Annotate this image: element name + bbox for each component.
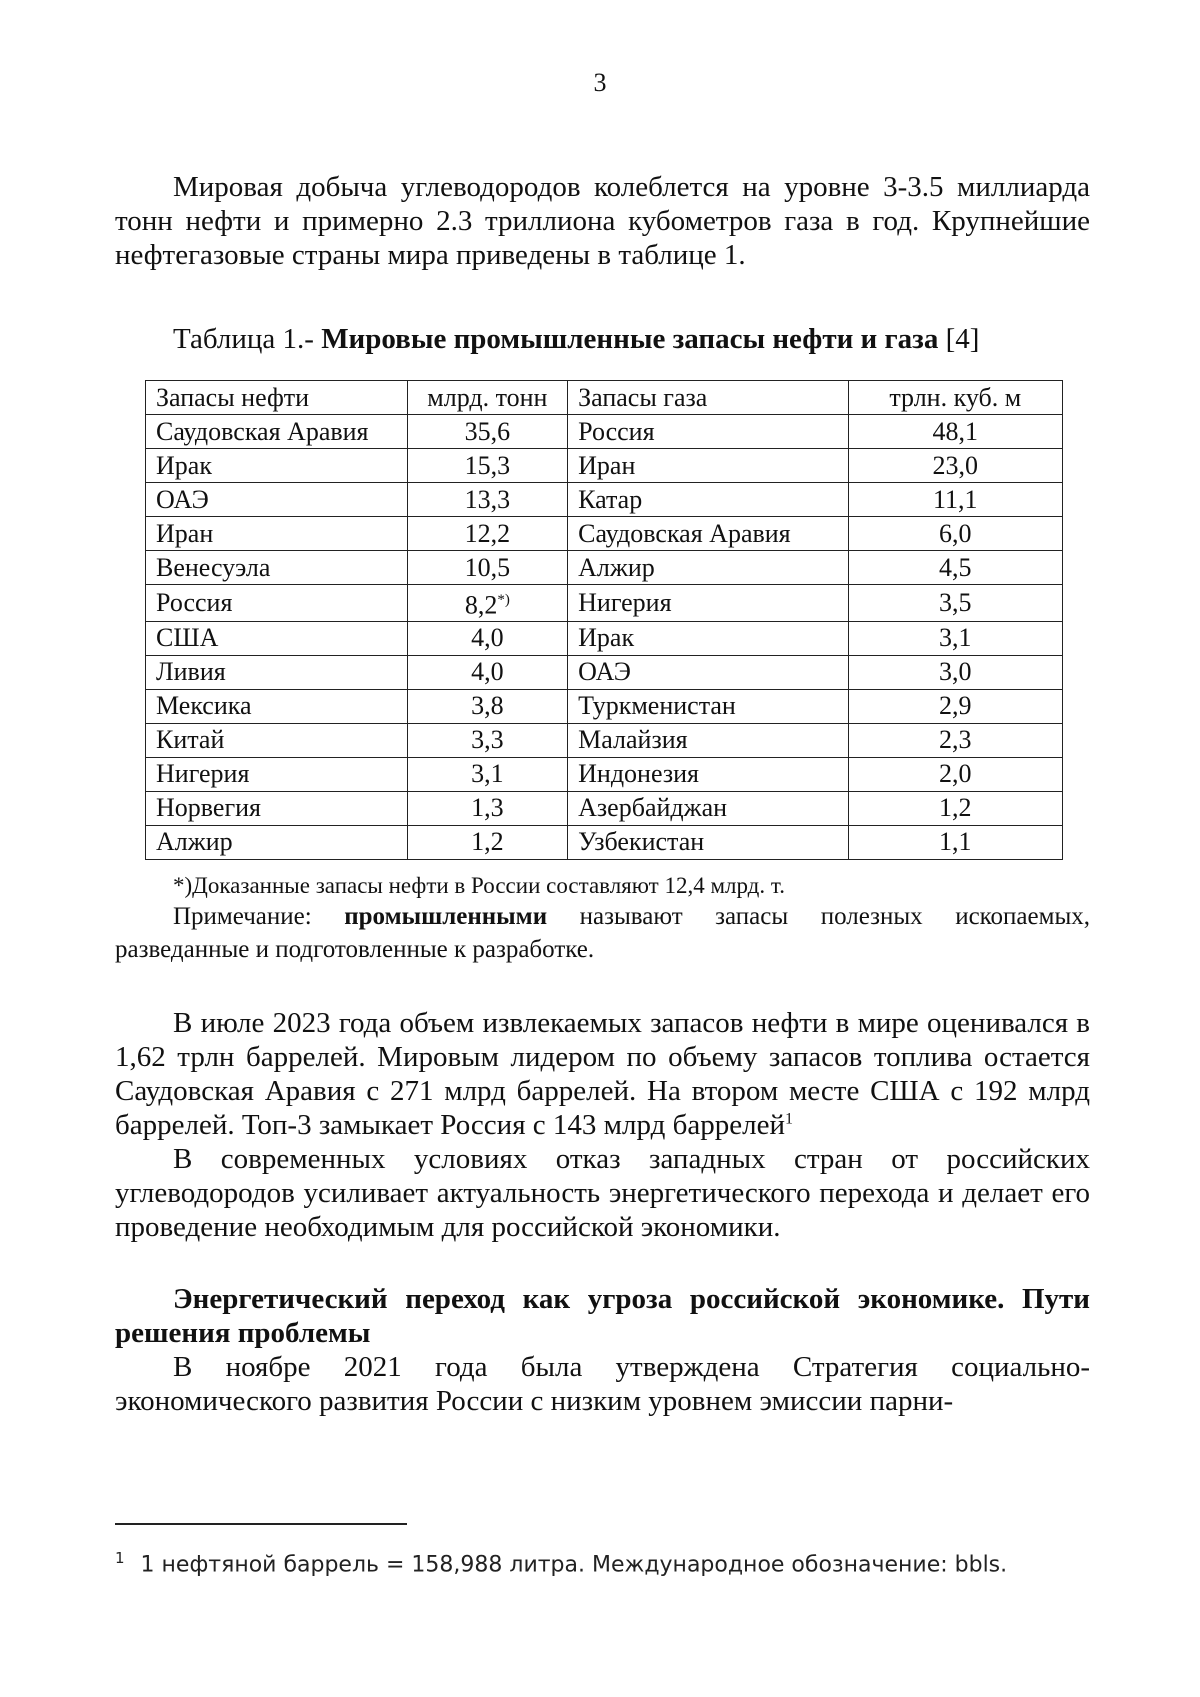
- table-row: [146, 689, 1063, 723]
- gas-country-cell: [568, 585, 848, 622]
- page-number: 3: [593, 68, 607, 97]
- gas-value-cell: [848, 825, 1062, 859]
- oil-value-cell-text: 13,3: [464, 484, 511, 514]
- table-row: [146, 585, 1063, 622]
- oil-value-cell-text: 12,2: [464, 518, 511, 548]
- gas-country-cell-text: Россия: [578, 416, 655, 446]
- gas-country-cell: [568, 449, 848, 483]
- oil-value-cell: [407, 825, 567, 859]
- header-oil-reserves: Запасы нефти: [146, 381, 408, 415]
- gas-country-cell-text: Алжир: [578, 552, 655, 582]
- table-row: [146, 723, 1063, 757]
- intro-section: [115, 170, 1090, 272]
- gas-country-cell: [568, 689, 848, 723]
- oil-value-cell-text: 35,6: [464, 416, 511, 446]
- oil-country-cell: [146, 689, 408, 723]
- gas-value-cell: [848, 689, 1062, 723]
- main-body: [115, 1006, 1090, 1418]
- gas-country-cell-text: Иран: [578, 450, 636, 480]
- header-gas-reserves: Запасы газа: [568, 381, 848, 415]
- oil-value-cell-text: 4,0: [471, 623, 504, 653]
- oil-country-cell: [146, 415, 408, 449]
- oil-country-cell-text: Алжир: [156, 827, 233, 857]
- gas-value-cell: [848, 757, 1062, 791]
- oil-country-cell: [146, 483, 408, 517]
- gas-value-cell: [848, 621, 1062, 655]
- header-oil-unit: млрд. тонн: [407, 381, 567, 415]
- oil-value-cell: [407, 415, 567, 449]
- gas-country-cell-text: Туркменистан: [578, 691, 736, 721]
- oil-value-cell-text: 3,8: [471, 691, 504, 721]
- oil-country-cell-text: Саудовская Аравия: [156, 416, 369, 446]
- table-row: [146, 621, 1063, 655]
- oil-country-cell: [146, 655, 408, 689]
- gas-country-cell-text: Узбекистан: [578, 827, 705, 857]
- oil-value-cell: [407, 483, 567, 517]
- table-footnote: *)Доказанные запасы нефти в России составляют 12,4 млрд. т.: [173, 873, 785, 898]
- oil-country-cell: [146, 825, 408, 859]
- gas-value-cell-text: 1,2: [939, 793, 972, 823]
- gas-value-cell-text: 6,0: [939, 518, 972, 548]
- gas-value-cell: [848, 655, 1062, 689]
- gas-country-cell: [568, 655, 848, 689]
- table-row: [146, 415, 1063, 449]
- page-footnote: [115, 1543, 1007, 1580]
- gas-value-cell-text: 2,0: [939, 759, 972, 789]
- table-row: [146, 517, 1063, 551]
- oil-value-cell: [407, 723, 567, 757]
- intro-paragraph: Мировая добыча углеводородов колеблется на уровне 3-3.5 миллиарда тонн нефти и примерно 2.3 триллиона кубометров газа в год. Крупнейшие нефтегазовые страны мира приведены в таблице 1.: [115, 171, 1090, 271]
- oil-country-cell: [146, 517, 408, 551]
- note-bold-term: промышленными: [344, 903, 548, 930]
- gas-country-cell-text: Катар: [578, 484, 643, 514]
- oil-country-cell: [146, 621, 408, 655]
- oil-country-cell-text: Китай: [156, 725, 225, 755]
- table-header-row: [146, 381, 1063, 415]
- table-row: [146, 655, 1063, 689]
- gas-value-cell-text: 3,0: [939, 657, 972, 687]
- oil-country-cell: [146, 551, 408, 585]
- oil-country-cell: [146, 449, 408, 483]
- footnote-ref: 1: [784, 1110, 793, 1128]
- paragraph-july-text: В июле 2023 года объем извлекаемых запасов нефти в мире оценивался в 1,62 трлн баррелей. Мировым лидером по объему запасов топлива остается Саудовская Аравия с 271 млрд баррелей. На втором месте США с 192 млрд баррелей. Топ-3 замыкает Россия с 143 млрд баррелей: [115, 1007, 1090, 1141]
- oil-value-cell-text: 15,3: [464, 450, 511, 480]
- table-row: [146, 791, 1063, 825]
- gas-value-cell-text: 4,5: [939, 552, 972, 582]
- oil-country-cell-text: Ирак: [156, 450, 212, 480]
- oil-value-footnote-mark: *): [497, 592, 510, 608]
- oil-value-cell-text: 3,3: [471, 725, 504, 755]
- gas-country-cell-text: Нигерия: [578, 587, 672, 617]
- gas-value-cell: [848, 483, 1062, 517]
- oil-value-cell-text: 3,1: [471, 759, 504, 789]
- reserves-table: [145, 380, 1063, 860]
- footnote-divider: [115, 1523, 407, 1525]
- gas-value-cell: [848, 415, 1062, 449]
- gas-value-cell-text: 11,1: [933, 484, 978, 514]
- oil-value-cell: [407, 517, 567, 551]
- oil-country-cell-text: ОАЭ: [156, 484, 209, 514]
- oil-country-cell-text: Норвегия: [156, 793, 261, 823]
- gas-country-cell: [568, 415, 848, 449]
- oil-country-cell-text: Иран: [156, 518, 214, 548]
- oil-country-cell-text: Нигерия: [156, 759, 250, 789]
- table-row: [146, 551, 1063, 585]
- oil-value-cell-text: 10,5: [464, 552, 511, 582]
- note-prefix: Примечание:: [173, 903, 345, 930]
- gas-value-cell-text: 3,1: [939, 623, 972, 653]
- section-heading: Энергетический переход как угроза российской экономике. Пути решения проблемы: [115, 1283, 1090, 1349]
- gas-value-cell: [848, 585, 1062, 622]
- gas-country-cell-text: Ирак: [578, 623, 635, 653]
- gas-country-cell: [568, 723, 848, 757]
- table-caption-title: Мировые промышленные запасы нефти и газа: [321, 323, 939, 355]
- gas-value-cell-text: 48,1: [932, 416, 979, 446]
- page-footnote-text: 1 нефтяной баррель = 158,988 литра. Международное обозначение: bbls.: [140, 1552, 1008, 1578]
- gas-value-cell: [848, 791, 1062, 825]
- table-caption-ref: [4]: [938, 323, 980, 355]
- oil-value-cell-text: 1,3: [471, 793, 504, 823]
- gas-country-cell: [568, 621, 848, 655]
- table-row: [146, 449, 1063, 483]
- page-footnote-mark: 1: [115, 1549, 125, 1567]
- gas-country-cell-text: Малайзия: [578, 725, 688, 755]
- oil-value-cell: [407, 621, 567, 655]
- gas-country-cell-text: Индонезия: [578, 759, 699, 789]
- oil-country-cell-text: Венесуэла: [156, 552, 271, 582]
- gas-value-cell-text: 2,3: [939, 725, 972, 755]
- gas-value-cell-text: 3,5: [939, 587, 972, 617]
- gas-country-cell-text: Саудовская Аравия: [578, 518, 791, 548]
- gas-value-cell: [848, 551, 1062, 585]
- oil-value-cell: [407, 689, 567, 723]
- table-row: [146, 483, 1063, 517]
- oil-country-cell-text: Ливия: [156, 657, 226, 687]
- oil-value-cell-text: 8,2: [464, 590, 498, 620]
- oil-country-cell: [146, 791, 408, 825]
- table-caption-prefix: Таблица 1.-: [173, 323, 322, 355]
- gas-value-cell-text: 23,0: [932, 450, 979, 480]
- gas-country-cell: [568, 517, 848, 551]
- gas-country-cell: [568, 483, 848, 517]
- gas-value-cell: [848, 517, 1062, 551]
- gas-country-cell-text: ОАЭ: [578, 657, 631, 687]
- table-caption: [173, 322, 979, 356]
- gas-country-cell: [568, 825, 848, 859]
- paragraph-july-2023: [115, 1006, 1090, 1142]
- table-row: [146, 825, 1063, 859]
- gas-value-cell: [848, 723, 1062, 757]
- oil-value-cell: [407, 449, 567, 483]
- oil-country-cell: [146, 585, 408, 622]
- gas-country-cell: [568, 757, 848, 791]
- gas-country-cell: [568, 791, 848, 825]
- oil-value-cell-text: 4,0: [471, 657, 504, 687]
- oil-value-cell: [407, 655, 567, 689]
- gas-country-cell: [568, 551, 848, 585]
- oil-value-cell: [407, 551, 567, 585]
- gas-country-cell-text: Азербайджан: [578, 793, 728, 823]
- note-paragraph: [115, 900, 1090, 966]
- paragraph-strategy: В ноябре 2021 года была утверждена Стратегия социально-экономического развития России с низким уровнем эмиссии парни-: [115, 1351, 1090, 1417]
- header-gas-unit: трлн. куб. м: [848, 381, 1062, 415]
- note-section: [115, 900, 1090, 966]
- oil-country-cell-text: Мексика: [156, 691, 252, 721]
- note-text: называют запасы полезных ископаемых, разведанные и подготовленные к разработке.: [115, 903, 1090, 963]
- oil-value-cell: [407, 585, 567, 622]
- oil-value-cell: [407, 791, 567, 825]
- oil-country-cell-text: США: [156, 623, 219, 653]
- oil-value-cell: [407, 757, 567, 791]
- gas-value-cell-text: 1,1: [939, 827, 972, 857]
- paragraph-modern-conditions: В современных условиях отказ западных стран от российских углеводородов усиливает актуальность энергетического перехода и делает его проведение необходимым для российской экономики.: [115, 1143, 1090, 1243]
- table-row: [146, 757, 1063, 791]
- gas-value-cell: [848, 449, 1062, 483]
- oil-country-cell: [146, 723, 408, 757]
- gas-value-cell-text: 2,9: [939, 691, 972, 721]
- oil-country-cell-text: Россия: [156, 587, 233, 617]
- oil-value-cell-text: 1,2: [471, 827, 504, 857]
- oil-country-cell: [146, 757, 408, 791]
